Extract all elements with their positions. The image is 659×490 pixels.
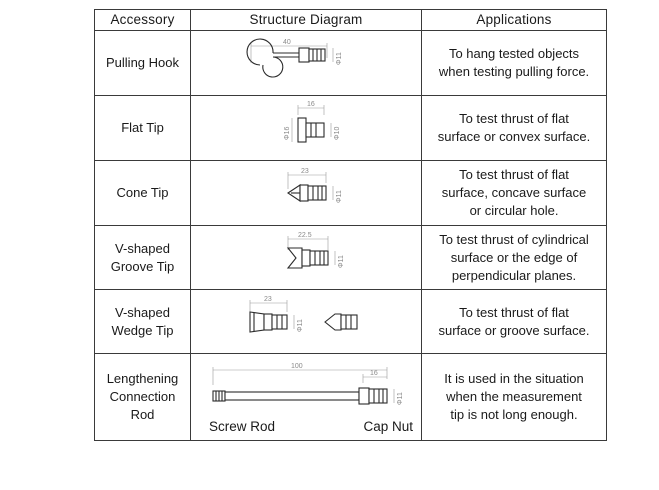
- dimension-label: 100: [291, 363, 303, 370]
- application-text: To hang tested objects when testing pulling force.: [438, 46, 590, 79]
- table-row: [95, 226, 607, 290]
- dimension-label: Φ11: [297, 319, 304, 332]
- accessory-table: [94, 9, 607, 441]
- header-accessory: Accessory: [95, 10, 191, 31]
- accessory-name: V-shaped Wedge Tip: [111, 304, 174, 338]
- dimension-label: Φ11: [336, 190, 343, 203]
- pulling-hook-diagram: [191, 31, 422, 96]
- table-row: [95, 161, 607, 226]
- application-text: To test thrust of cylindrical surface or the edge of perpendicular planes.: [439, 231, 589, 283]
- accessory-name: Pulling Hook: [106, 55, 179, 70]
- accessory-name: V-shaped Groove Tip: [110, 240, 175, 274]
- connection-rod-diagram: [191, 354, 422, 441]
- flat-tip-diagram: [191, 96, 422, 161]
- dimension-label: Φ11: [338, 255, 345, 268]
- cone-tip-diagram: [191, 161, 422, 226]
- groove-tip-diagram: [191, 226, 422, 290]
- dimension-label: 16: [307, 101, 315, 108]
- dimension-label: 23: [301, 168, 309, 175]
- accessory-name: Flat Tip: [121, 120, 164, 135]
- screw-rod-label: Screw Rod: [209, 419, 276, 434]
- dimension-label: 16: [370, 370, 378, 377]
- application-text: To test thrust of flat surface, concave surface or circular hole.: [441, 167, 587, 218]
- dimension-label: Φ11: [397, 392, 404, 405]
- table-row: [95, 31, 607, 96]
- dimension-label: 40: [283, 39, 291, 46]
- dimension-label: Φ16: [284, 126, 291, 140]
- header-structure-diagram: Structure Diagram: [191, 10, 422, 31]
- table-row: [95, 290, 607, 354]
- dimension-label: 23: [264, 296, 272, 303]
- wedge-tip-diagram: [191, 290, 422, 354]
- dimension-label: Φ11: [336, 52, 343, 65]
- application-text: To test thrust of flat surface or convex surface.: [437, 111, 591, 144]
- header-applications: Applications: [422, 10, 607, 31]
- cap-nut-label: Cap Nut: [363, 419, 413, 434]
- accessory-name: Lengthening Connection Rod: [106, 371, 179, 422]
- application-text: It is used in the situation when the measurement tip is not long enough.: [444, 371, 584, 422]
- table-row: [95, 96, 607, 161]
- dimension-label: Φ10: [334, 126, 341, 140]
- dimension-label: 22.5: [298, 232, 312, 239]
- accessory-name: Cone Tip: [116, 185, 169, 200]
- application-text: To test thrust of flat surface or groove surface.: [438, 304, 590, 338]
- table-header-row: [95, 10, 607, 31]
- table-row: [95, 354, 607, 441]
